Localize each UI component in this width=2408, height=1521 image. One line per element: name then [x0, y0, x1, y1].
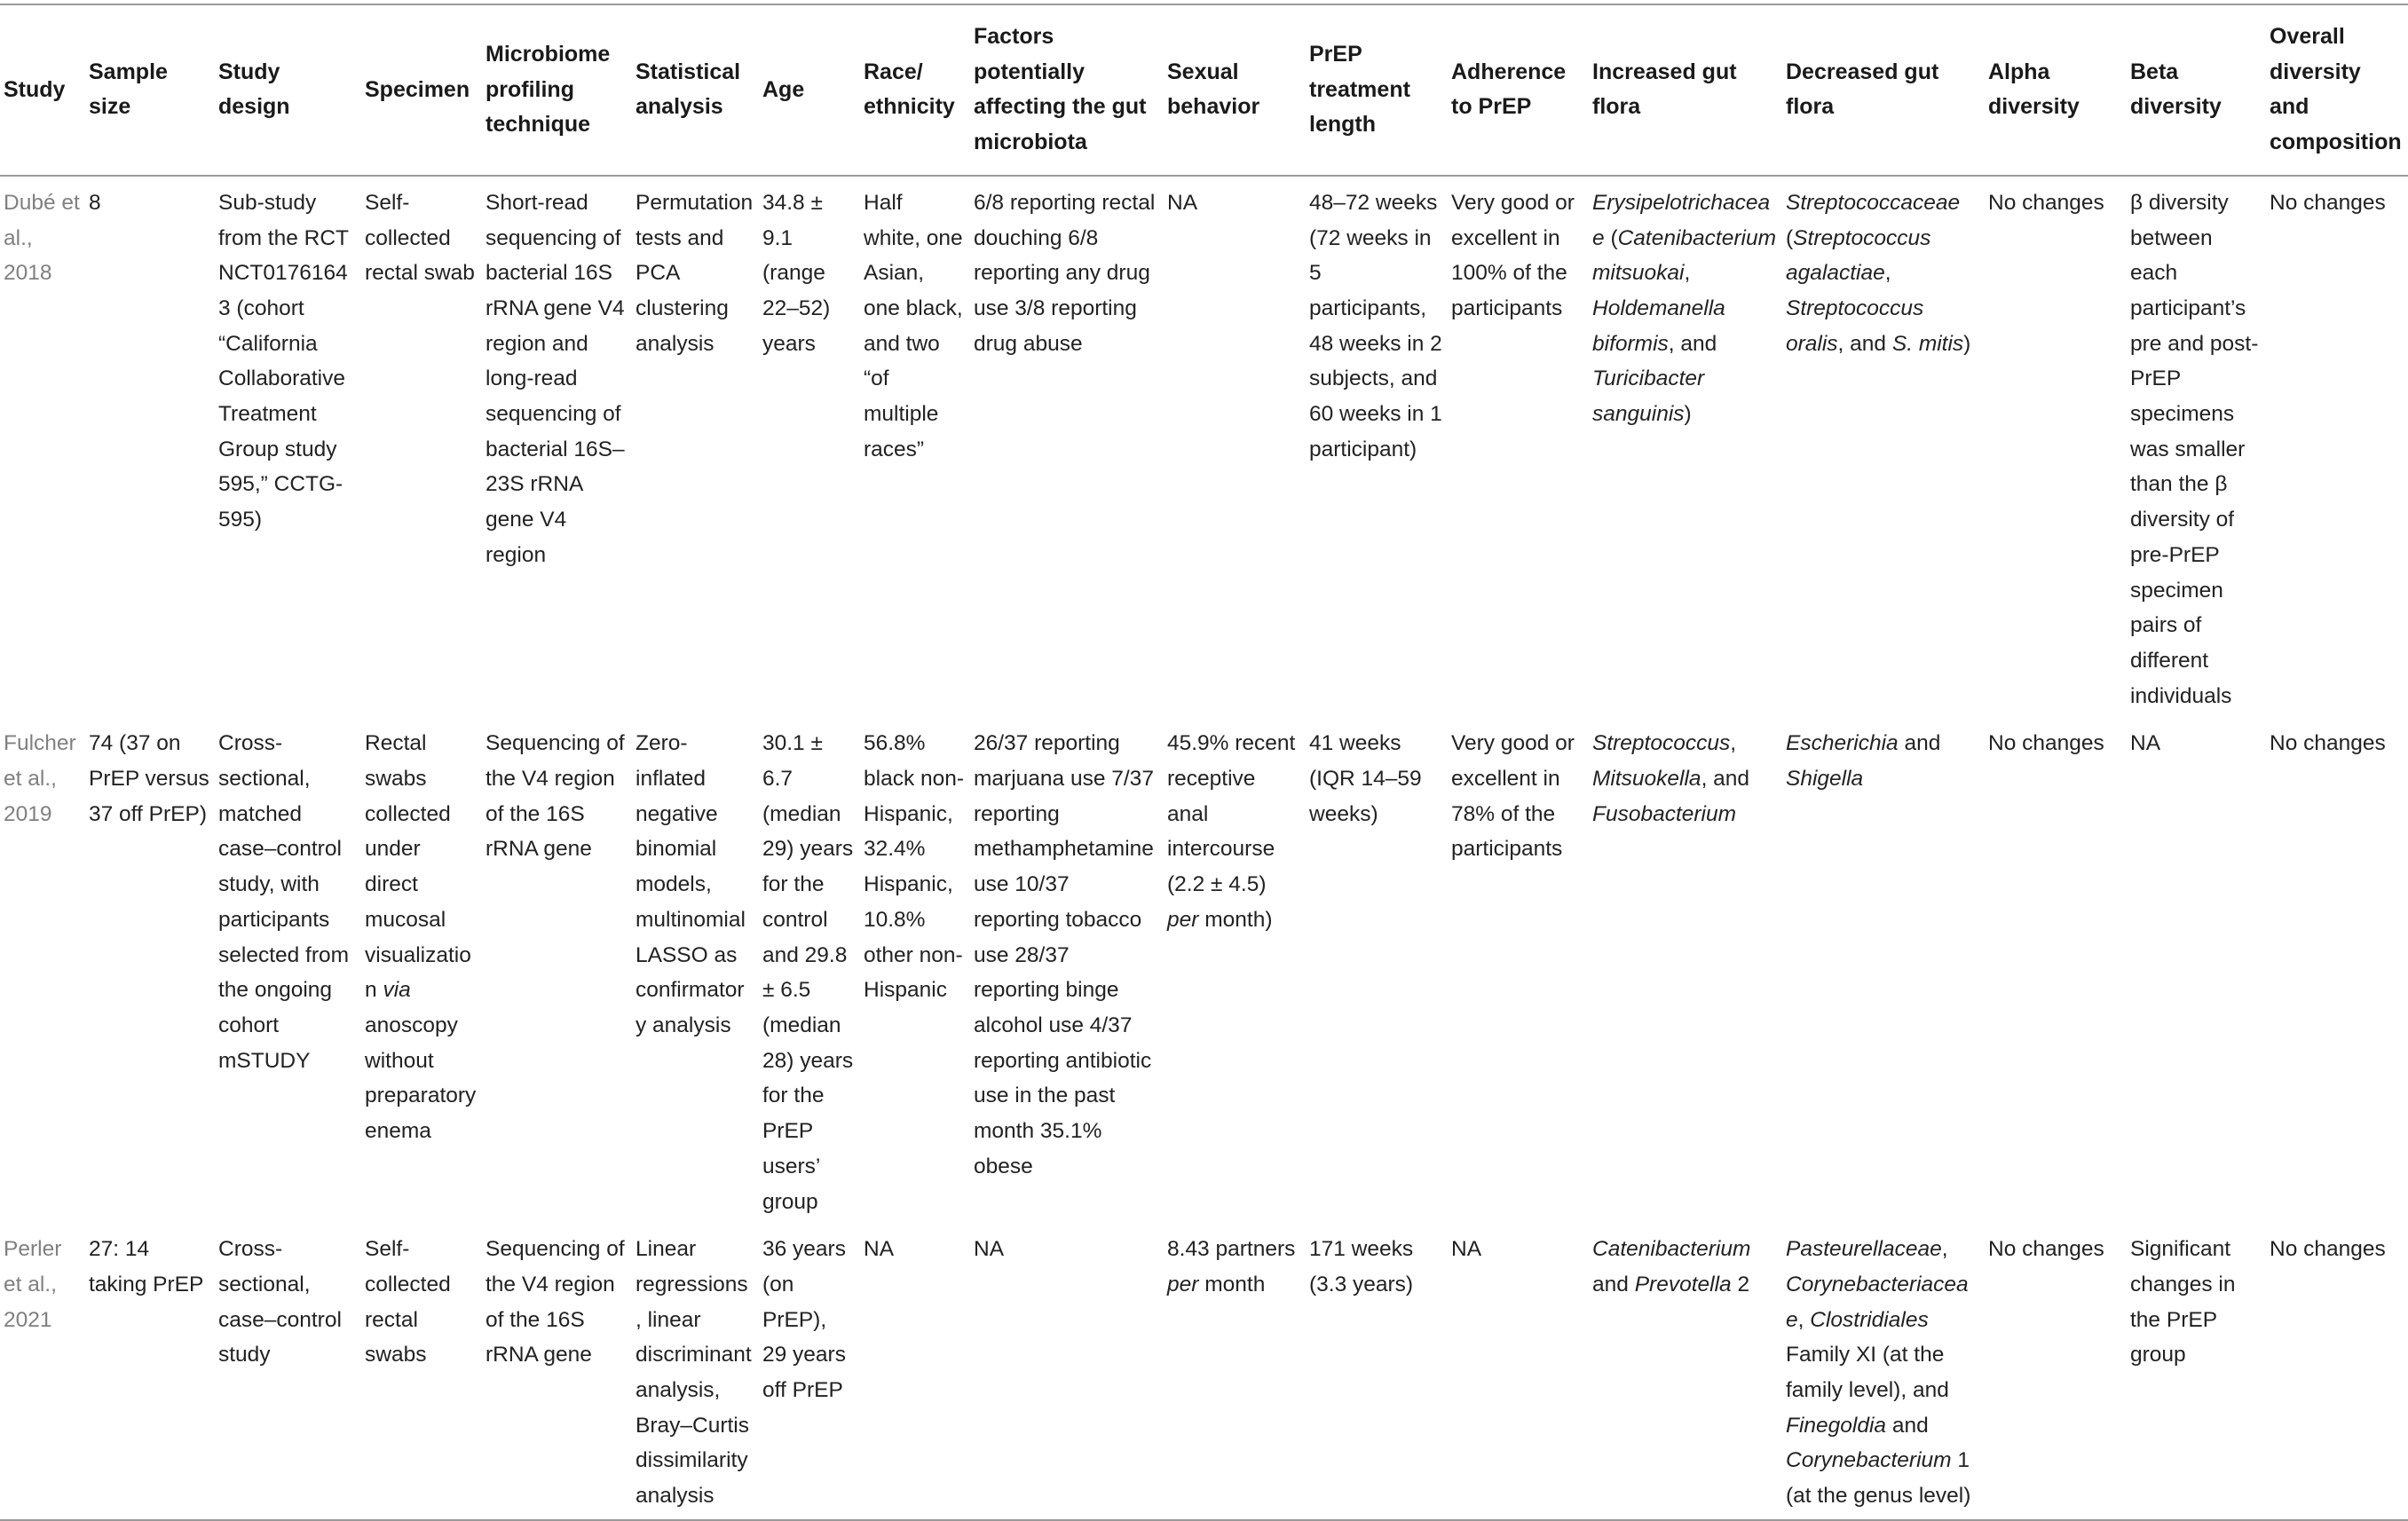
cell-profiling: Sequencing of the V4 region of the 16S rRNA gene	[486, 1237, 625, 1367]
taxon: Mitsuokella	[1592, 767, 1701, 792]
text-fragment: ,	[1884, 261, 1891, 286]
cell-profiling: Short-read sequencing of bacterial 16S rRNA gene V4 region and long-read sequencing of bacterial 16S–23S rRNA gene V4 region	[486, 190, 625, 567]
cell-overall: No changes	[2270, 1237, 2386, 1262]
cell-adherence: Very good or excellent in 100% of the participants	[1451, 190, 1575, 320]
header-race: Race/ ethnicity	[864, 59, 955, 120]
header-sexual-behavior: Sexual behavior	[1167, 59, 1260, 120]
text-fragment: , and	[1668, 331, 1717, 356]
table-row	[0, 176, 2408, 720]
text-fragment: and	[1886, 1413, 1929, 1438]
cell-age: 30.1 ± 6.7 (median 29) years for the control and 29.8 ± 6.5 (median 28) years for the PrEP users’ group	[762, 731, 854, 1214]
cell-age: 36 years (on PrEP), 29 years off PrEP	[762, 1237, 846, 1403]
text-fragment: and	[1592, 1272, 1635, 1296]
cell-study: Dubé et al., 2018	[4, 190, 80, 286]
taxon: Holdemanella biformis	[1592, 296, 1725, 356]
taxon: Pasteurellaceae	[1786, 1237, 1942, 1262]
taxon: Turicibacter sanguinis	[1592, 366, 1705, 427]
cell-adherence: Very good or excellent in 78% of the participants	[1451, 731, 1575, 862]
cell-specimen	[361, 719, 482, 1225]
cell-race: 56.8% black non-Hispanic, 32.4% Hispanic, 10.8% other non-Hispanic	[864, 731, 965, 1003]
text-fragment-italic: per	[1167, 1272, 1199, 1296]
header-profiling: Microbiome profiling technique	[486, 41, 611, 138]
cell-overall: No changes	[2270, 190, 2386, 215]
taxon: Streptococcaceae	[1786, 190, 1961, 215]
cell-prep-length: 171 weeks (3.3 years)	[1309, 1237, 1414, 1296]
taxon: Streptococcus oralis	[1786, 296, 1924, 356]
text-fragment: Family XI (at the family level), and	[1786, 1343, 1949, 1403]
cell-sample-size: 27: 14 taking PrEP	[89, 1237, 204, 1296]
cell-alpha-diversity: No changes	[1988, 1237, 2104, 1262]
taxon: Shigella	[1786, 767, 1864, 792]
cell-statistical-analysis: Zero-inflated negative binomial models, multinomial LASSO as confirmatory analysis	[636, 731, 746, 1037]
text-fragment: , and	[1837, 331, 1892, 356]
header-factors: Factors potentially affecting the gut microbiota	[974, 24, 1147, 155]
taxon: Catenibacterium	[1592, 1237, 1751, 1262]
cell-decreased-flora	[1782, 1225, 1985, 1520]
header-row	[0, 4, 2408, 176]
cell-statistical-analysis: Permutation tests and PCA clustering analysis	[636, 190, 754, 356]
text-fragment: 8.43 partners	[1167, 1237, 1296, 1262]
cell-factors: 6/8 reporting rectal douching 6/8 reporting any drug use 3/8 reporting drug abuse	[974, 190, 1156, 356]
text-fragment: 45.9% recent receptive anal intercourse (2.2 ± 4.5)	[1167, 731, 1296, 897]
cell-specimen: Self-collected rectal swabs	[365, 1237, 451, 1367]
cell-sample-size: 8	[89, 190, 101, 215]
cell-alpha-diversity: No changes	[1988, 731, 2104, 756]
cell-beta-diversity: β diversity between each participant’s pre and post-PrEP specimens was smaller than the β diversity of pre-PrEP specimen pairs of different individuals	[2130, 190, 2259, 708]
cell-sample-size: 74 (37 on PrEP versus 37 off PrEP)	[89, 731, 209, 826]
text-fragment: )	[1963, 331, 1971, 356]
cell-beta-diversity: NA	[2130, 731, 2161, 756]
header-sample-size: Sample size	[89, 59, 168, 120]
cell-race: NA	[864, 1237, 895, 1262]
header-alpha-diversity: Alpha diversity	[1988, 59, 2080, 120]
text-fragment: month	[1198, 1272, 1266, 1296]
text-fragment: anoscopy without preparatory enema	[365, 1013, 477, 1144]
cell-factors: NA	[974, 1237, 1005, 1262]
text-fragment: (	[1604, 225, 1618, 250]
text-fragment: Rectal swabs collected under direct mucosal visualization	[365, 731, 471, 1003]
text-fragment: (	[1786, 225, 1794, 250]
taxon: Erysipelotrichaceae	[1592, 190, 1771, 250]
taxon: Prevotella	[1634, 1272, 1732, 1296]
header-beta-diversity: Beta diversity	[2130, 59, 2222, 120]
table-row	[0, 719, 2408, 1225]
taxon: Clostridiales	[1810, 1307, 1929, 1332]
header-adherence: Adherence to PrEP	[1451, 59, 1567, 120]
cell-adherence: NA	[1451, 1237, 1482, 1262]
text-fragment-italic: per	[1167, 907, 1199, 932]
text-fragment: ,	[1941, 1237, 1948, 1262]
text-fragment: , and	[1701, 767, 1750, 792]
cell-study-design: Cross-sectional, matched case–control study, with participants selected from the ongoing cohort mSTUDY	[218, 731, 350, 1073]
cell-prep-length: 41 weeks (IQR 14–59 weeks)	[1309, 731, 1422, 826]
cell-sexual-behavior: NA	[1167, 190, 1198, 215]
header-prep-length: PrEP treatment length	[1309, 41, 1410, 138]
cell-specimen: Self-collected rectal swab	[365, 190, 475, 286]
cell-prep-length: 48–72 weeks (72 weeks in 5 participants, 48 weeks in 2 subjects, and 60 weeks in 1 participant)	[1309, 190, 1442, 461]
header-age: Age	[762, 76, 805, 102]
taxon: Catenibacterium mitsuokai	[1592, 225, 1776, 286]
taxon: Streptococcus agalactiae	[1786, 225, 1931, 286]
text-fragment: 2	[1731, 1272, 1750, 1296]
cell-decreased-flora	[1782, 719, 1985, 1225]
taxon: Streptococcus	[1592, 731, 1731, 756]
text-fragment: month)	[1198, 907, 1273, 932]
text-fragment: ,	[1730, 731, 1737, 756]
header-study-design: Study design	[218, 59, 290, 120]
cell-decreased-flora	[1782, 176, 1985, 720]
cell-study-design: Sub-study from the RCT NCT01761643 (cohort “California Collaborative Treatment Group study 595,” CCTG-595)	[218, 190, 349, 532]
header-study: Study	[4, 76, 66, 102]
cell-sexual-behavior	[1164, 1225, 1306, 1520]
study-table	[0, 4, 2408, 1521]
taxon: Fusobacterium	[1592, 801, 1737, 826]
text-fragment-italic: via	[383, 978, 411, 1003]
taxon: S. mitis	[1891, 331, 1964, 356]
cell-alpha-diversity: No changes	[1988, 190, 2104, 215]
text-fragment: 1 (at the genus level)	[1786, 1448, 1971, 1509]
cell-statistical-analysis: Linear regressions, linear discriminant analysis, Bray–Curtis dissimilarity analysis	[636, 1237, 752, 1509]
cell-sexual-behavior	[1164, 719, 1306, 1225]
text-fragment: ,	[1797, 1307, 1811, 1332]
taxon: Corynebacteriaceae	[1786, 1272, 1969, 1332]
cell-increased-flora	[1589, 176, 1782, 720]
cell-increased-flora	[1589, 719, 1782, 1225]
header-statistical-analysis: Statistical analysis	[636, 59, 741, 120]
cell-age: 34.8 ± 9.1 (range 22–52) years	[762, 190, 831, 356]
cell-factors: 26/37 reporting marjuana use 7/37 reporting methamphetamine use 10/37 reporting tobacco use 28/37 reporting binge alcohol use 4/37 reporting antibiotic use in the past month 35.1% obese	[974, 731, 1154, 1178]
table-row	[0, 1225, 2408, 1520]
cell-profiling: Sequencing of the V4 region of the 16S rRNA gene	[486, 731, 625, 862]
cell-overall: No changes	[2270, 731, 2386, 756]
cell-beta-diversity: Significant changes in the PrEP group	[2130, 1237, 2236, 1367]
header-overall: Overall diversity and composition	[2270, 24, 2402, 155]
cell-study-design: Cross-sectional, case–control study	[218, 1237, 342, 1367]
header-increased-flora: Increased gut flora	[1592, 59, 1737, 120]
cell-study: Perler et al., 2021	[4, 1237, 62, 1332]
header-decreased-flora: Decreased gut flora	[1786, 59, 1939, 120]
text-fragment: ,	[1684, 261, 1691, 286]
header-specimen: Specimen	[365, 76, 470, 102]
cell-race: Half white, one Asian, one black, and two “of multiple races”	[864, 190, 963, 461]
text-fragment: )	[1684, 402, 1692, 427]
text-fragment: and	[1898, 731, 1941, 756]
cell-study: Fulcher et al., 2019	[4, 731, 76, 826]
cell-increased-flora	[1589, 1225, 1782, 1520]
taxon: Finegoldia	[1786, 1413, 1887, 1438]
taxon: Escherichia	[1786, 731, 1899, 756]
taxon: Corynebacterium	[1786, 1448, 1952, 1473]
